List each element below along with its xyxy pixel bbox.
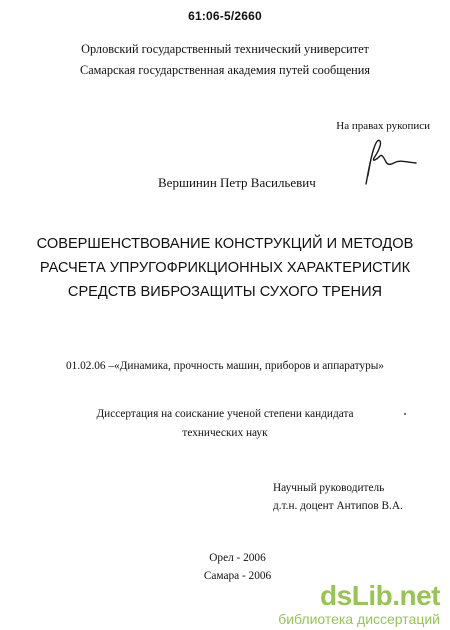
degree-statement — [0, 405, 450, 443]
watermark — [260, 580, 450, 630]
institution-orel: Орловский государственный технический университет — [81, 42, 369, 56]
registry-code: 61:06-5/2660 — [188, 9, 262, 23]
author-name: Вершинин Петр Васильевич — [158, 175, 316, 190]
specialty: 01.02.06 –«Динамика, прочность машин, приборов и аппаратуры» — [66, 360, 384, 372]
title-line: СОВЕРШЕНСТВОВАНИЕ КОНСТРУКЦИЙ И МЕТОДОВ — [36, 236, 414, 252]
supervisor-name: д.т.н. доцент Антипов В.А. — [273, 500, 403, 512]
watermark-subtitle: библиотека диссертаций — [278, 611, 440, 627]
watermark-logo: dsLib.net — [320, 580, 440, 611]
degree-line: Диссертация на соискание ученой степени кандидата — [96, 408, 354, 420]
place-year-samara: Самара - 2006 — [203, 570, 272, 582]
rights-note: На правах рукописи — [336, 120, 430, 132]
signature-icon — [362, 136, 418, 186]
thesis-title — [0, 232, 450, 304]
institution-samara: Самарская государственная академия путей сообщения — [80, 63, 370, 77]
degree-line: технических наук — [182, 427, 268, 439]
supervisor-label: Научный руководитель — [273, 482, 385, 494]
title-line: РАСЧЕТА УПРУГОФРИКЦИОННЫХ ХАРАКТЕРИСТИК — [39, 260, 411, 276]
scan-speck — [404, 413, 406, 415]
place-year-orel: Орел - 2006 — [209, 552, 266, 564]
title-line: СРЕДСТВ ВИБРОЗАЩИТЫ СУХОГО ТРЕНИЯ — [67, 284, 383, 300]
